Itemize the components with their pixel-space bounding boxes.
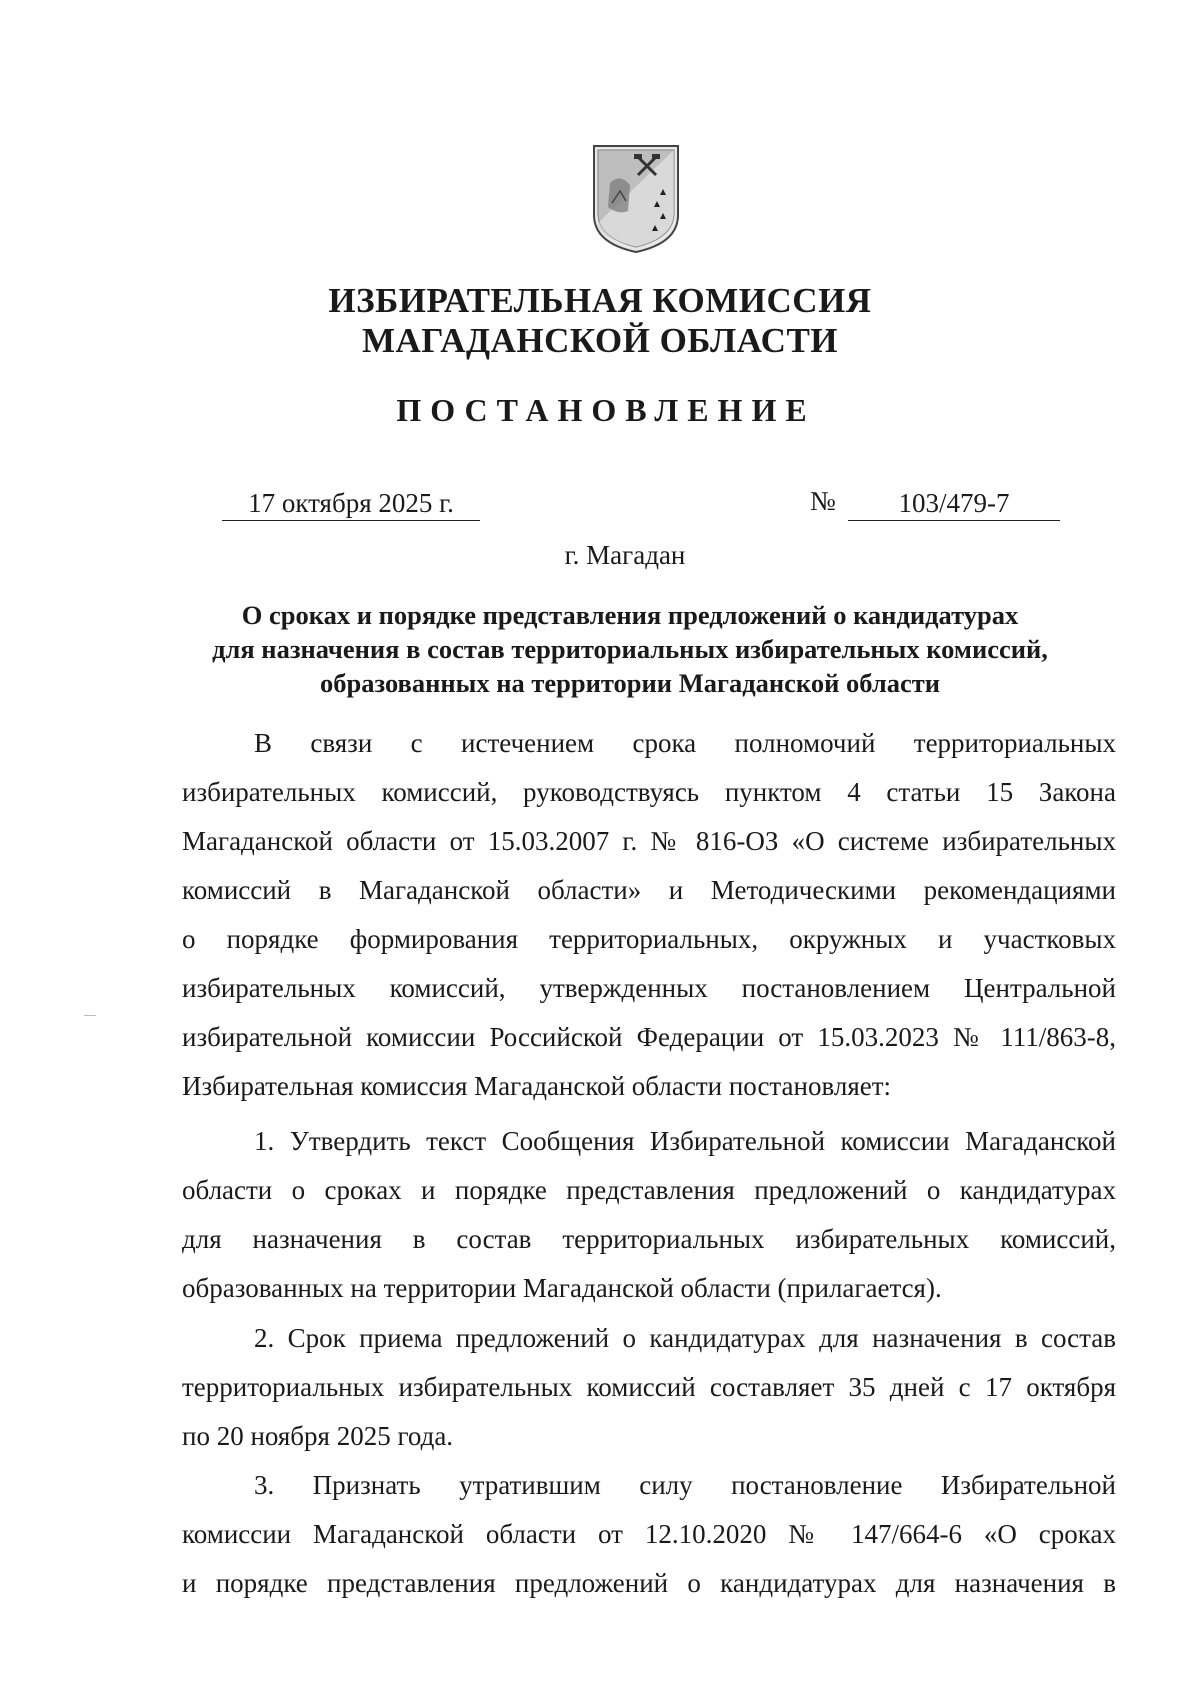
text-line: избирательных комиссий, утвержденных постановлением Центральной <box>182 973 1116 1003</box>
title-line: образованных на территории Магаданской области <box>319 668 941 698</box>
text-line: и порядке представления предложений о кандидатурах для назначения в <box>182 1568 1116 1598</box>
organization-name-line2: МАГАДАНСКОЙ ОБЛАСТИ <box>361 321 839 360</box>
text-line: территориальных избирательных комиссий составляет 35 дней с 17 октября <box>182 1372 1116 1402</box>
document-city: г. Магадан <box>564 540 686 570</box>
scan-margin-mark <box>84 1015 96 1016</box>
text-line: избирательных комиссий, руководствуясь пунктом 4 статьи 15 Закона <box>182 777 1116 807</box>
text-line: 3. Признать утратившим силу постановление Избирательной <box>254 1470 1116 1500</box>
text-line: по 20 ноября 2025 года. <box>182 1421 454 1451</box>
text-line: области о сроках и порядке представления предложений о кандидатурах <box>182 1175 1116 1205</box>
paragraph-item-2 <box>182 1314 1116 1461</box>
title-line: для назначения в состав территориальных избирательных комиссий, <box>212 634 1048 664</box>
text-line: о порядке формирования территориальных, окружных и участковых <box>182 924 1116 954</box>
paragraph-item-3 <box>182 1461 1116 1608</box>
organization-name-line1: ИЗБИРАТЕЛЬНАЯ КОМИССИЯ <box>328 281 872 320</box>
text-line: комиссий в Магаданской области» и Методическими рекомендациями <box>182 875 1116 905</box>
text-line: В связи с истечением срока полномочий территориальных <box>254 728 1116 758</box>
text-line: избирательной комиссии Российской Федерации от 15.03.2023 № 111/863-8, <box>182 1022 1116 1052</box>
number-sign: № <box>810 486 836 516</box>
text-line: комиссии Магаданской области от 12.10.2020 № 147/664-6 «О сроках <box>182 1519 1116 1549</box>
document-date: 17 октября 2025 г. <box>222 486 480 521</box>
document-type: ПОСТАНОВЛЕНИЕ <box>396 392 816 428</box>
text-line: 1. Утвердить текст Сообщения Избирательной комиссии Магаданской <box>254 1126 1116 1156</box>
paragraph-item-1 <box>182 1117 1116 1313</box>
document-number: 103/479-7 <box>848 486 1060 521</box>
coat-of-arms-emblem <box>590 143 682 255</box>
text-line: Магаданской области от 15.03.2007 г. № 816-ОЗ «О системе избирательных <box>182 826 1116 856</box>
text-line: 2. Срок приема предложений о кандидатурах для назначения в состав <box>254 1323 1116 1353</box>
text-line: Избирательная комиссия Магаданской области постановляет: <box>182 1071 892 1101</box>
paragraph-intro <box>182 719 1116 1111</box>
title-line: О сроках и порядке представления предложений о кандидатурах <box>241 600 1019 630</box>
text-line: для назначения в состав территориальных избирательных комиссий, <box>182 1224 1116 1254</box>
text-line: образованных на территории Магаданской области (прилагается). <box>182 1273 942 1303</box>
